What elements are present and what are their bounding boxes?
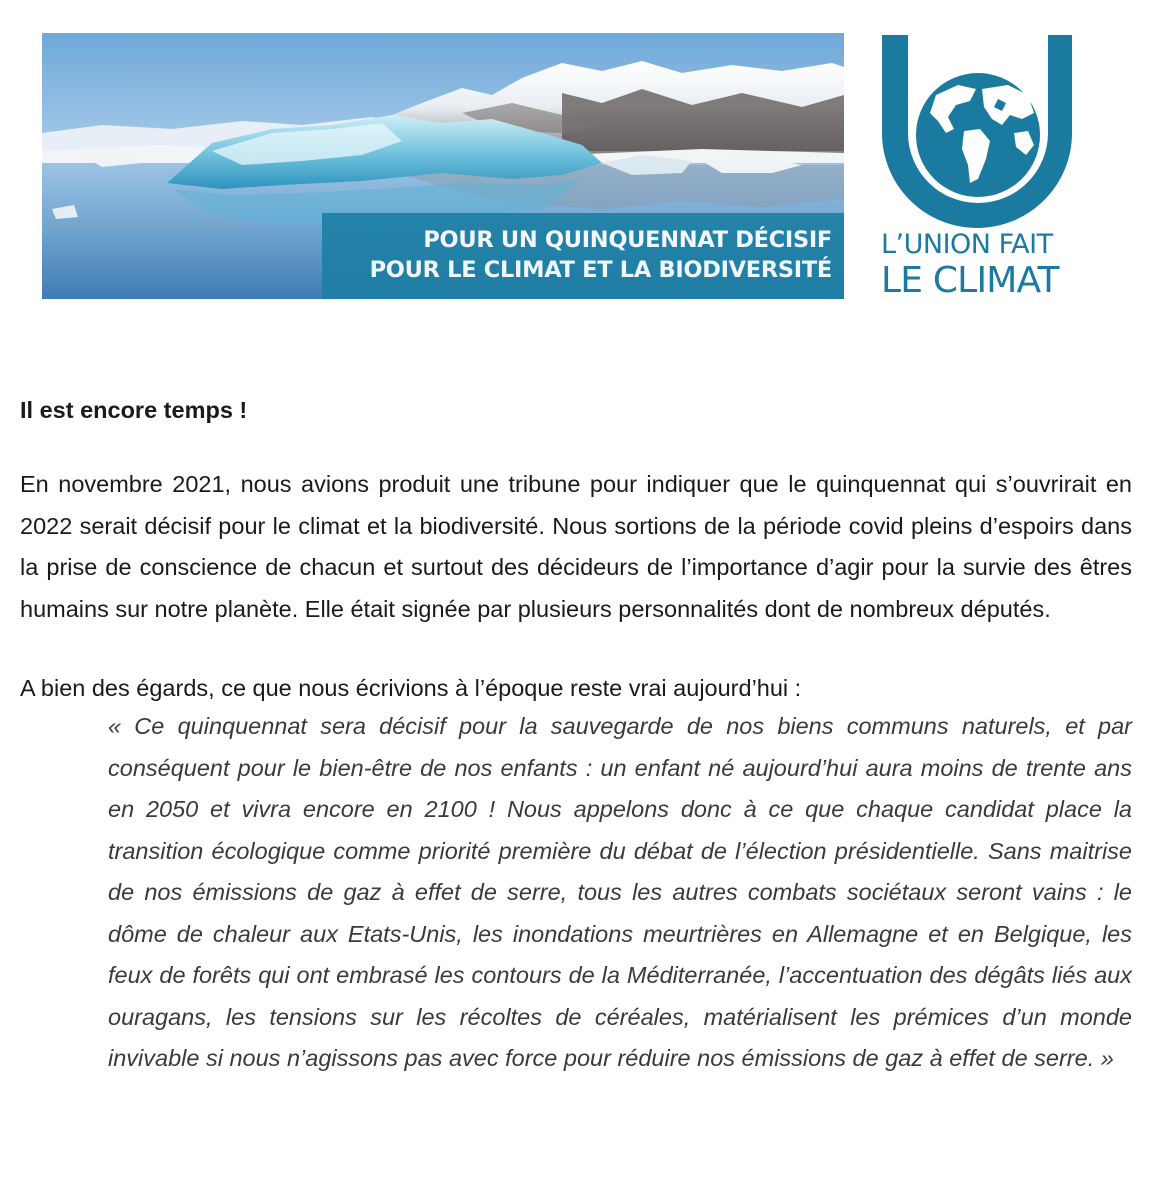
quote-introduction: A bien des égards, ce que nous écrivions à l’époque reste vrai aujourd’hui :	[20, 675, 802, 701]
logo-line2: LE CLIMAT	[881, 260, 1059, 301]
block-quote: « Ce quinquennat sera décisif pour la sauvegarde de nos biens communs naturels, et par conséquent pour le bien-être de nos enfants : un enfant né aujourd’hui aura moins de trente ans en 2050 et vivra encore en 2100 ! Nous appelons donc à ce que chaque candidat place la transition écologique comme priorité première du débat de l’élection présidentielle. Sans maitrise de nos émissions de gaz à effet de serre, tous les autres combats sociétaux seront vains : le dôme de chaleur aux Etats-Unis, les inondations meurtrières en Allemagne et en Belgique, les feux de forêts qui ont embrasé les contours de la Méditerranée, l’accentuation des dégâts liés aux ouragans, les tensions sur les récoltes de céréales, matérialisent les prémices d’un monde invivable si nous n’agissons pas avec force pour réduire nos émissions de gaz à effet de serre. »	[108, 713, 1132, 1071]
document-body	[20, 392, 1132, 1080]
banner-caption-line2: POUR LE CLIMAT ET LA BIODIVERSITÉ	[369, 257, 832, 283]
logo-line1: L’UNION FAIT	[881, 229, 1053, 260]
section-heading: Il est encore temps !	[20, 397, 248, 423]
union-climat-logo	[878, 33, 1078, 301]
header-banner-image	[42, 33, 844, 299]
globe-u-icon	[878, 33, 1078, 229]
logo-wordmark	[881, 229, 1059, 301]
banner-caption-line1: POUR UN QUINQUENNAT DÉCISIF	[423, 227, 832, 253]
banner-caption	[322, 213, 844, 299]
paragraph-intro: En novembre 2021, nous avions produit une tribune pour indiquer que le quinquennat qui s’ouvrirait en 2022 serait décisif pour le climat et la biodiversité. Nous sortions de la période covid pleins d’espoirs dans la prise de conscience de chacun et surtout des décideurs de l’importance d’agir pour la survie des êtres humains sur notre planète. Elle était signée par plusieurs personnalités dont de nombreux députés.	[20, 471, 1132, 622]
